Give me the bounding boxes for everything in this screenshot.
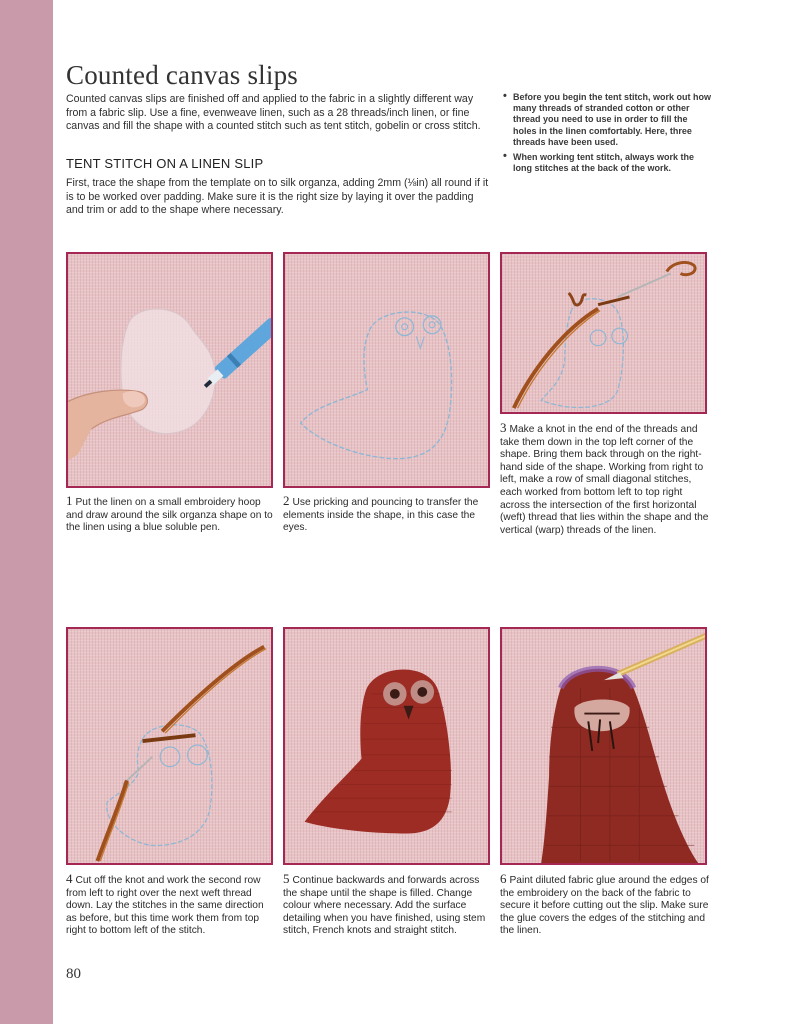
tips-list <box>503 92 713 178</box>
step-number: 3 <box>500 420 507 435</box>
step-number: 5 <box>283 871 290 886</box>
page-title: Counted canvas slips <box>66 60 298 90</box>
step-3-photo <box>500 252 707 414</box>
step-text: Use pricking and pouncing to transfer the elements inside the shape, in this case the eyes. <box>283 497 479 534</box>
step-3-caption <box>500 422 710 537</box>
tip-text: Before you begin the tent stitch, work out how many threads of stranded cotton or other thread you need to use in order to fill the holes in the linen comfortably. Here, three threads have been used. <box>513 92 712 147</box>
step-text: Make a knot in the end of the threads and take them down in the top left corner of the shape. Bring them back through on the right-hand side of the shape. Working from right to left, make a row of small diagonal stitches, each worked from bottom left to top right across the intersection of the first horizontal (weft) thread that lies within the shape and the vertical (warp) threads of the linen. <box>500 424 709 536</box>
step-text: Paint diluted fabric glue around the edges of the embroidery on the back of the fabric to secure it before cutting out the slip. Make sure the glue covers the edges of the stitching and the linen. <box>500 875 709 937</box>
step-number: 2 <box>283 493 290 508</box>
step-6-caption <box>500 873 710 938</box>
tip-item <box>503 92 713 148</box>
page-margin-bar <box>0 0 53 1024</box>
step-2-photo <box>283 252 490 488</box>
step-4-photo <box>66 627 273 865</box>
step-number: 4 <box>66 871 73 886</box>
step-1-caption <box>66 495 276 535</box>
page-number: 80 <box>66 966 81 982</box>
step-1-photo <box>66 252 273 488</box>
intro-paragraph: Counted canvas slips are finished off and applied to the fabric in a slightly different way from a fabric slip. Use a fine, evenweave linen, such as a 28 threads/inch linen, or fine canvas and fill the shape with a counted stitch such as tent stitch, gobelin or cross stitch. <box>66 93 481 132</box>
step-number: 1 <box>66 493 73 508</box>
step-number: 6 <box>500 871 507 886</box>
step-text: Put the linen on a small embroidery hoop and draw around the silk organza shape on to the linen using a blue soluble pen. <box>66 497 273 534</box>
step-2-caption <box>283 495 493 535</box>
step-5-photo <box>283 627 490 865</box>
tip-item <box>503 152 713 174</box>
section-heading: TENT STITCH ON A LINEN SLIP <box>66 156 264 171</box>
bullet-icon: • <box>503 90 507 102</box>
section-paragraph: First, trace the shape from the template on to silk organza, adding 2mm (⅛in) all round if it is to be worked over padding. Make sure it is the right size by laying it over the padding and trim or add to the shape where necessary. <box>66 177 489 216</box>
tip-text: When working tent stitch, always work the long stitches at the back of the work. <box>513 152 695 174</box>
step-text: Cut off the knot and work the second row from left to right over the next weft thread down. Lay the stitches in the same direction as before, but this time work them from top right to bottom left of the stitch. <box>66 875 264 937</box>
step-6-photo <box>500 627 707 865</box>
bullet-icon: • <box>503 150 507 163</box>
step-5-caption <box>283 873 493 938</box>
step-text: Continue backwards and forwards across the shape until the shape is filled. Change colour where necessary. Add the surface detailing when you have finished, using stem stitch, French knots and straight stitch. <box>283 875 486 937</box>
step-4-caption <box>66 873 276 938</box>
